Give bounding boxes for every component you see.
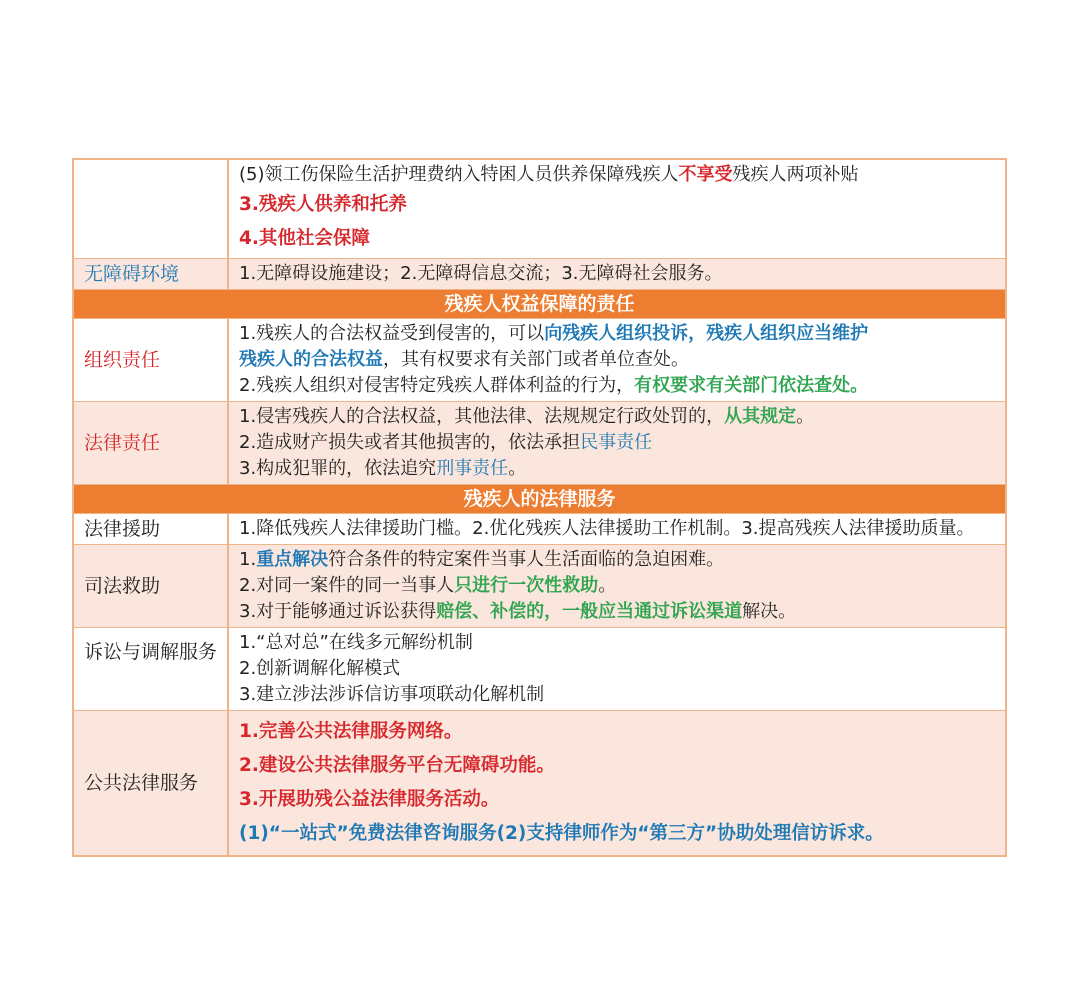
row-content [229,545,1005,627]
content-line: 1.降低残疾人法律援助门槛。2.优化残疾人法律援助工作机制。3.提高残疾人法律援助质量。 [239,518,975,539]
row-content [229,402,1005,484]
content-line: 2.残疾人组织对侵害特定残疾人群体利益的行为，有权要求有关部门依法查处。 [239,375,869,396]
row-label: 法律援助 [74,514,229,544]
table-row-org-responsibility [74,319,1005,402]
content-line: (1)“一站式”免费法律咨询服务(2)支持律师作为“第三方”协助处理信访诉求。 [239,823,884,844]
content-line: 3.开展助残公益法律服务活动。 [239,789,500,810]
content-line: 3.对于能够通过诉讼获得赔偿、补偿的，一般应当通过诉讼渠道解决。 [239,601,797,622]
content-line: 1.“总对总”在线多元解纷机制 [239,632,473,653]
row-label: 司法救助 [74,545,229,627]
table-row-legal-aid [74,514,1005,545]
row-content [229,160,1005,258]
section-header-legal-services: 残疾人的法律服务 [74,485,1005,514]
content-line: 2.创新调解化解模式 [239,658,401,679]
table-row-social-security [74,160,1005,259]
content-line: 1.残疾人的合法权益受到侵害的，可以向残疾人组织投诉，残疾人组织应当维护 [239,323,869,344]
content-line: 1.完善公共法律服务网络。 [239,721,463,742]
row-content [229,628,1005,710]
table-row-judicial-relief [74,545,1005,628]
content-line: 残疾人的合法权益，其有权要求有关部门或者单位查处。 [239,349,689,370]
section-header-responsibility: 残疾人权益保障的责任 [74,290,1005,319]
row-content [229,319,1005,401]
row-label: 组织责任 [74,319,229,401]
table-row-barrier-free [74,259,1005,290]
content-line: 3.残疾人供养和托养 [239,194,407,215]
content-line: 2.造成财产损失或者其他损害的，依法承担民事责任 [239,432,653,453]
row-label: 无障碍环境 [74,259,229,289]
row-content [229,711,1005,855]
content-line: 3.构成犯罪的，依法追究刑事责任。 [239,458,527,479]
rights-table [72,158,1007,857]
row-content [229,259,1005,289]
table-row-litigation-mediation [74,628,1005,711]
content-line: 2.对同一案件的同一当事人只进行一次性救助。 [239,575,617,596]
row-label: 公共法律服务 [74,711,229,855]
table-row-legal-responsibility [74,402,1005,485]
row-label: 诉讼与调解服务 [74,628,229,710]
table-row-public-legal-services [74,711,1005,855]
row-label: 法律责任 [74,402,229,484]
content-line: 1.侵害残疾人的合法权益，其他法律、法规规定行政处罚的，从其规定。 [239,406,815,427]
content-line: 2.建设公共法律服务平台无障碍功能。 [239,755,555,776]
content-line: (5)领工伤保险生活护理费纳入特困人员供养保障残疾人不享受残疾人两项补贴 [239,164,859,185]
content-line: 1.重点解决符合条件的特定案件当事人生活面临的急迫困难。 [239,549,725,570]
content-line: 1.无障碍设施建设；2.无障碍信息交流；3.无障碍社会服务。 [239,263,723,284]
row-label-empty [74,160,229,258]
row-content [229,514,1005,544]
content-line: 4.其他社会保障 [239,228,370,249]
content-line: 3.建立涉法涉诉信访事项联动化解机制 [239,684,545,705]
